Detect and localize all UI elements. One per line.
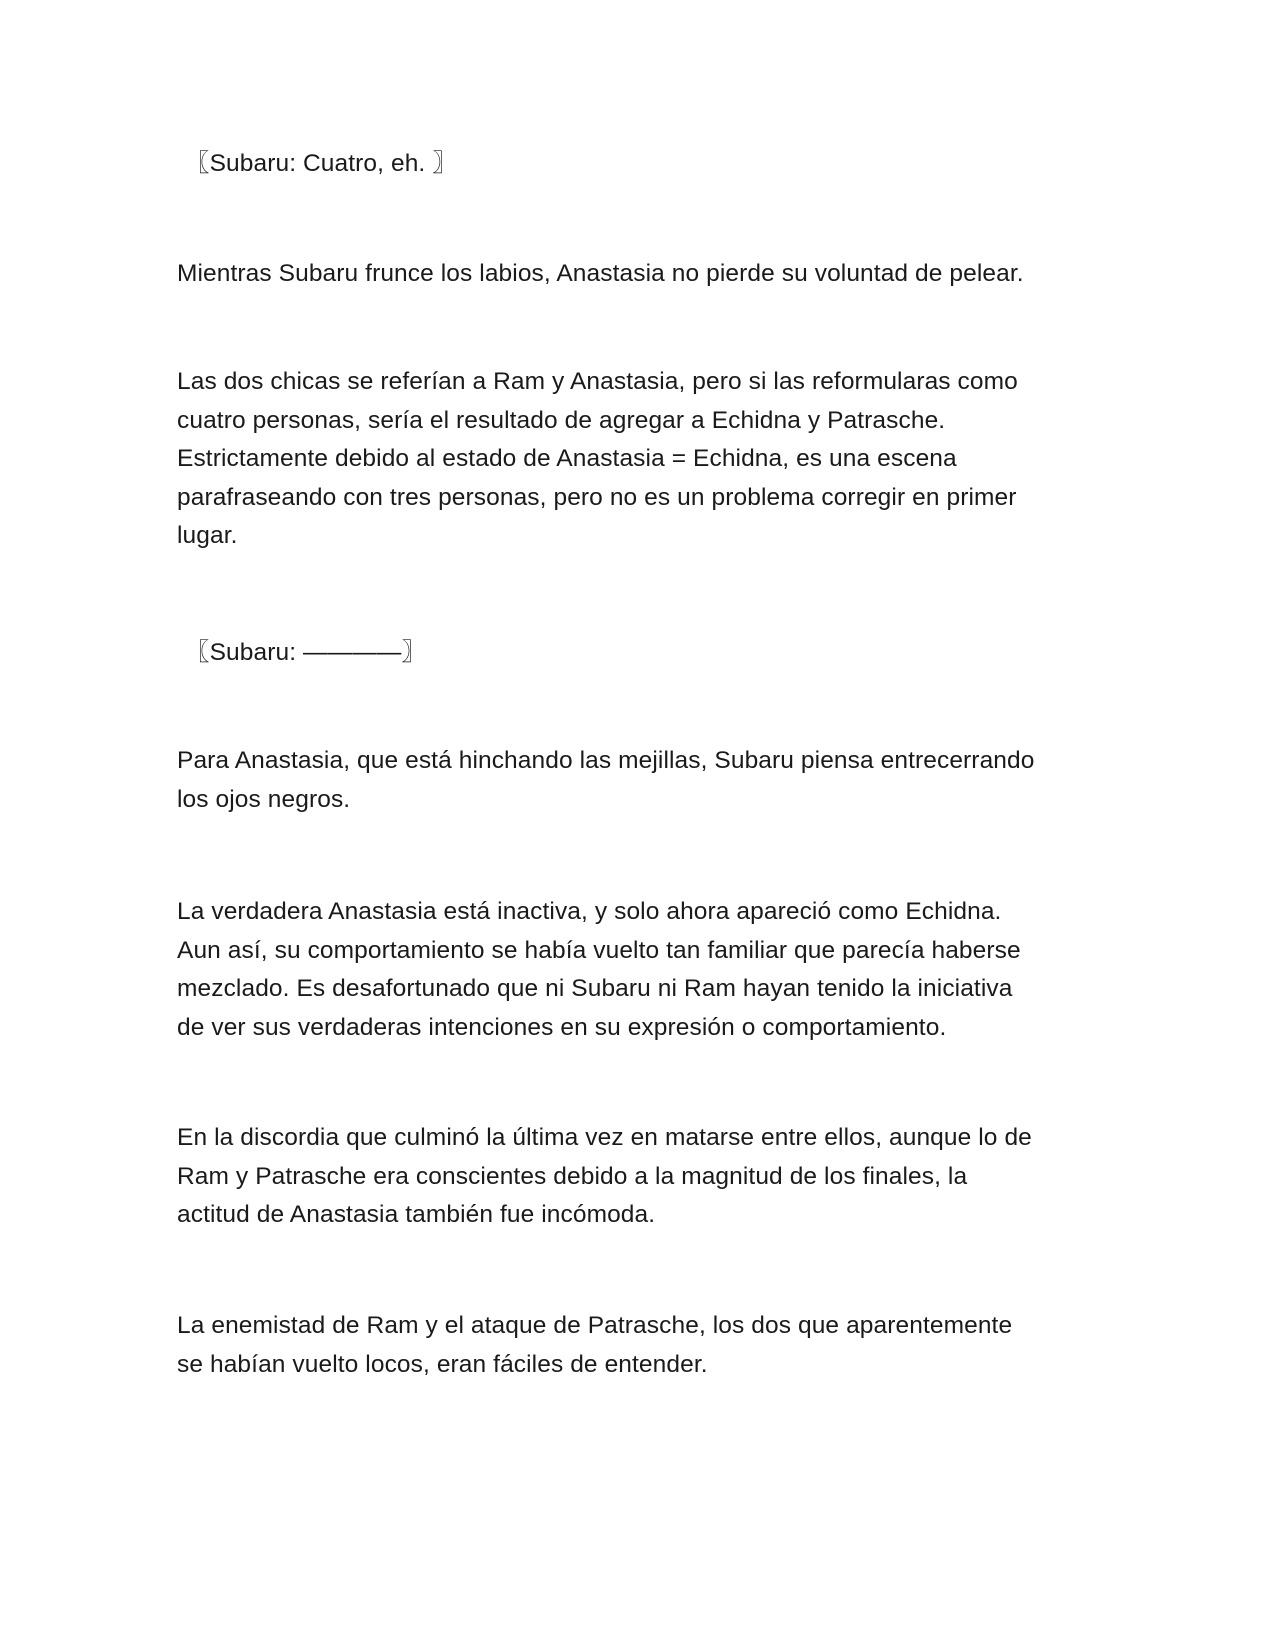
paragraph-subaru-frunce xyxy=(177,255,1117,294)
text-line: Las dos chicas se referían a Ram y Anastasia, pero si las reformularas como xyxy=(177,368,1018,395)
dialogue-line-subaru-dashes xyxy=(185,634,1125,673)
dialogue-line-subaru-cuatro xyxy=(185,145,1125,184)
text-line: mezclado. Es desafortunado que ni Subaru ni Ram hayan tenido la iniciativa xyxy=(177,975,1013,1002)
text-line: Ram y Patrasche era conscientes debido a la magnitud de los finales, la xyxy=(177,1162,968,1190)
paragraph-enemistad xyxy=(177,1307,1117,1384)
text-line: lugar. xyxy=(177,522,238,549)
text-line: 〖Subaru: ————〗 xyxy=(185,639,427,666)
paragraph-hinchando-mejillas xyxy=(177,742,1117,819)
text-line: En la discordia que culminó la última vez en matarse entre ellos, aunque lo de xyxy=(177,1124,1032,1151)
text-line: Mientras Subaru frunce los labios, Anastasia no pierde su voluntad de pelear. xyxy=(177,260,1024,287)
paragraph-verdadera-anastasia xyxy=(177,893,1117,1047)
text-line: los ojos negros. xyxy=(177,785,351,813)
text-line: se habían vuelto locos, eran fáciles de entender. xyxy=(177,1350,708,1378)
text-line: actitud de Anastasia también fue incómoda. xyxy=(177,1201,656,1228)
paragraph-dos-chicas xyxy=(177,363,1117,556)
text-line: Para Anastasia, que está hinchando las mejillas, Subaru piensa entrecerrando xyxy=(177,747,1035,774)
text-line: 〖Subaru: Cuatro, eh. 〗 xyxy=(185,150,457,177)
text-line: cuatro personas, sería el resultado de agregar a Echidna y Patrasche. xyxy=(177,406,946,434)
text-line: La verdadera Anastasia está inactiva, y solo ahora apareció como Echidna. xyxy=(177,898,1002,925)
text-line: de ver sus verdaderas intenciones en su expresión o comportamiento. xyxy=(177,1013,947,1041)
paragraph-discordia xyxy=(177,1119,1117,1235)
text-line: parafraseando con tres personas, pero no es un problema corregir en primer xyxy=(177,483,1017,511)
text-line: Estrictamente debido al estado de Anastasia = Echidna, es una escena xyxy=(177,445,957,472)
text-line: La enemistad de Ram y el ataque de Patrasche, los dos que aparentemente xyxy=(177,1312,1013,1339)
text-line: Aun así, su comportamiento se había vuelto tan familiar que parecía haberse xyxy=(177,936,1021,964)
